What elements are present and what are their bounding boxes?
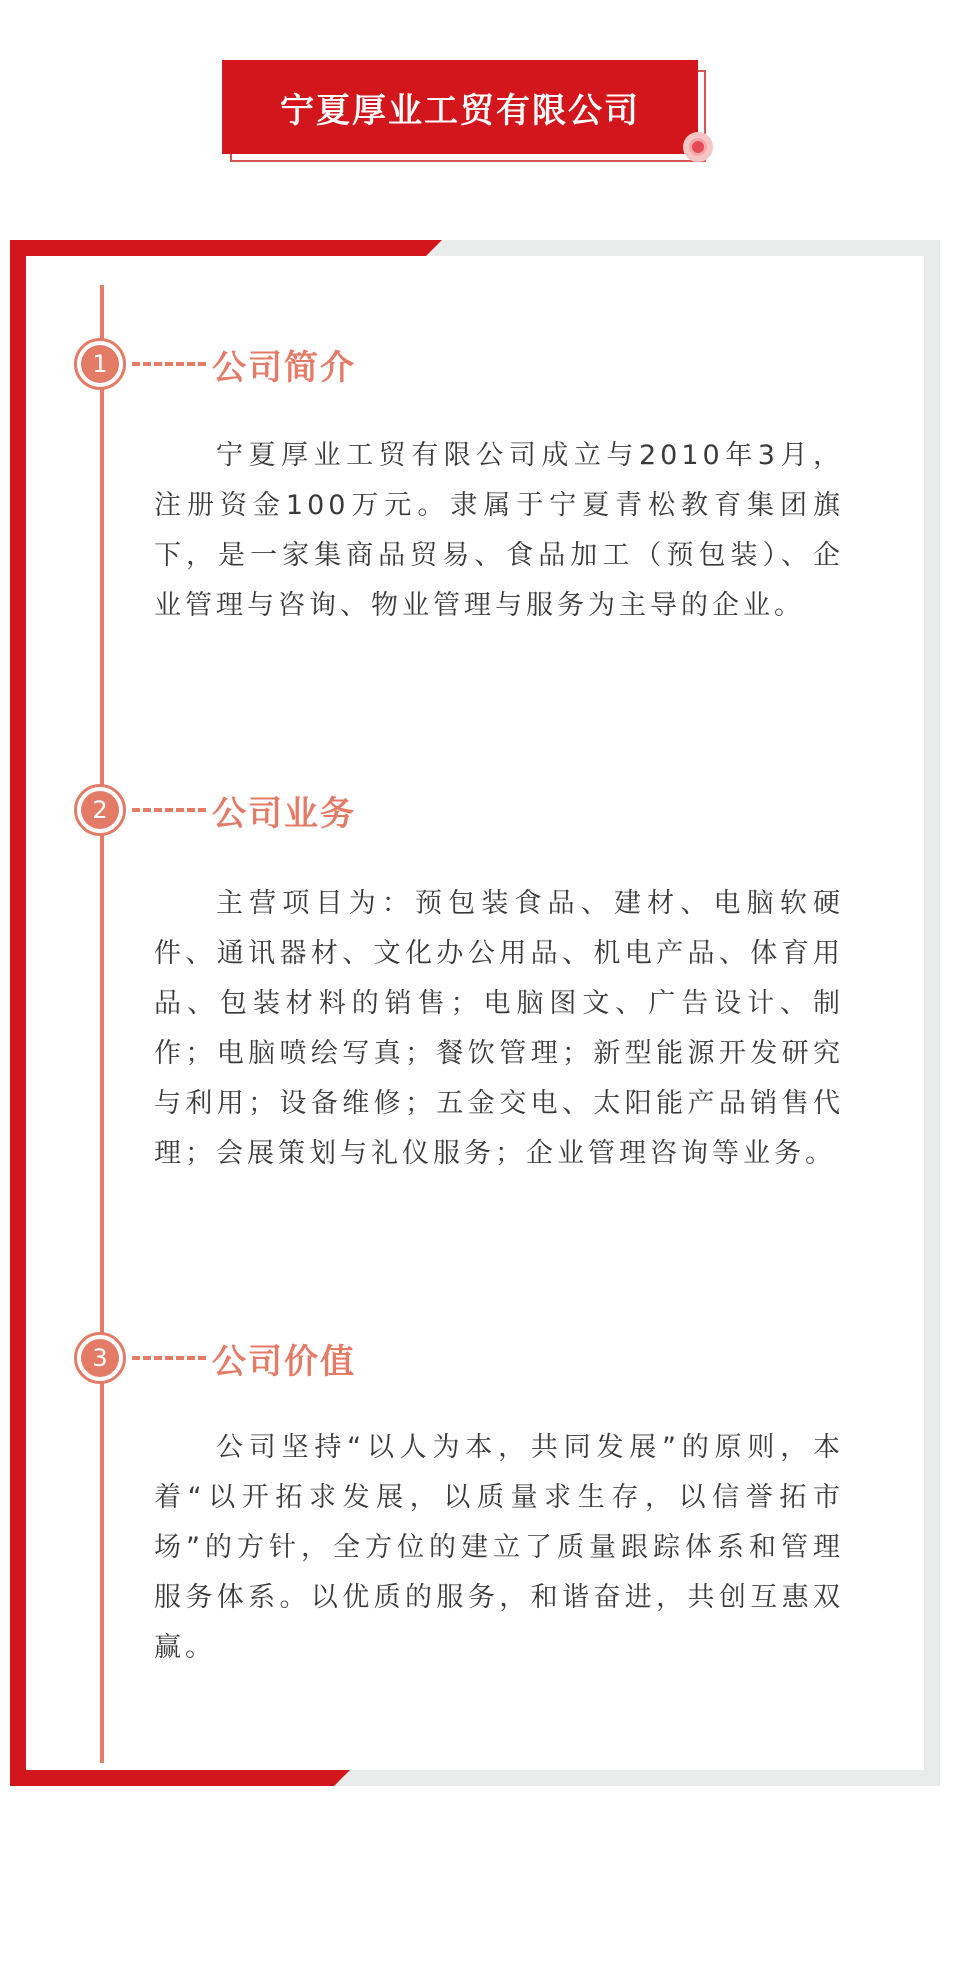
dashed-connector	[132, 362, 206, 366]
section-heading-intro	[74, 336, 356, 392]
section-number: 3	[81, 1339, 119, 1377]
timeline-line	[100, 285, 104, 1763]
section-title: 公司业务	[212, 793, 356, 834]
section-number: 1	[81, 345, 119, 383]
dashed-connector	[132, 808, 206, 812]
section-number-badge	[74, 338, 126, 390]
section-body-business: 主营项目为：预包装食品、建材、电脑软硬件、通讯器材、文化办公用品、机电产品、体育用品、包装材料的销售；电脑图文、广告设计、制作；电脑喷绘写真；餐饮管理；新型能源开发研究与利用；设备维修；五金交电、太阳能产品销售代理；会展策划与礼仪服务；企业管理咨询等业务。	[154, 888, 844, 1169]
section-body-values: 公司坚持“以人为本，共同发展”的原则，本着“以开拓求发展，以质量求生存，以信誉拓市场”的方针，全方位的建立了质量跟踪体系和管理服务体系。以优质的服务，和谐奋进，共创互惠双赢。	[154, 1432, 844, 1663]
frame-red-top	[10, 240, 442, 256]
section-heading-values	[74, 1330, 356, 1386]
section-title: 公司价值	[212, 1341, 356, 1382]
banner-dot-decoration	[683, 132, 713, 162]
page-title: 宁夏厚业工贸有限公司	[280, 90, 640, 131]
dashed-connector	[132, 1356, 206, 1360]
frame-red-bottom	[10, 1770, 350, 1786]
section-title: 公司简介	[212, 347, 356, 388]
section-number-badge	[74, 784, 126, 836]
section-heading-business	[74, 782, 356, 838]
section-number-badge	[74, 1332, 126, 1384]
header-banner	[222, 60, 698, 154]
section-number: 2	[81, 791, 119, 829]
frame-red-left	[10, 240, 26, 1786]
section-body-intro: 宁夏厚业工贸有限公司成立与2010年3月，注册资金100万元。隶属于宁夏青松教育集团旗下，是一家集商品贸易、食品加工（预包装）、企业管理与咨询、物业管理与服务为主导的企业。	[154, 440, 844, 621]
